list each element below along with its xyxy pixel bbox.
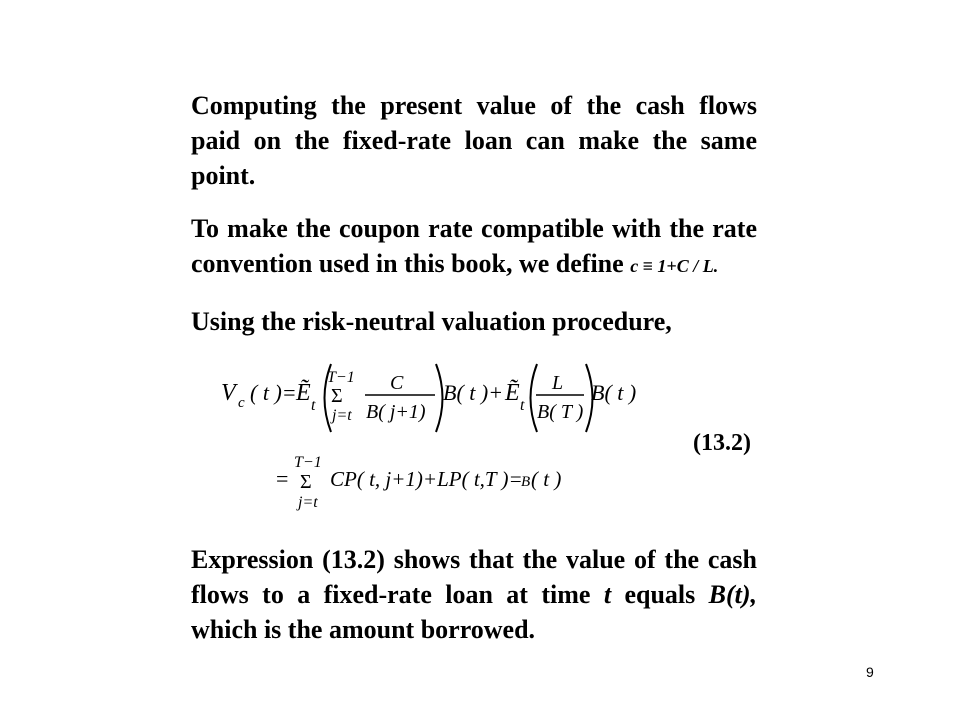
eq-E-sub: t bbox=[311, 397, 316, 414]
eq2-script-B: B bbox=[521, 474, 531, 490]
text-equals: equals bbox=[624, 580, 696, 609]
text-line: Using the risk-neutral valuation procedure, bbox=[191, 307, 672, 336]
text-line-content: flows to a fixed-rate loan at time bbox=[191, 580, 591, 609]
eq2-B-arg: ( t ) bbox=[531, 467, 562, 491]
paragraph-expression bbox=[191, 542, 757, 647]
eq-V-sub: c bbox=[238, 395, 245, 411]
eq-after-paren: B( t )+ bbox=[443, 380, 504, 405]
text-line: point. bbox=[191, 161, 256, 190]
eq2-equals: = bbox=[276, 466, 289, 491]
coupon-definition: c ≡ 1+C / L. bbox=[630, 256, 719, 276]
eq-paren-right bbox=[436, 364, 443, 432]
text-line: Computing the present value of the cash flows bbox=[191, 91, 757, 120]
text-line bbox=[191, 577, 757, 612]
eq-tail: B( t ) bbox=[591, 380, 637, 405]
eq2-sum-upper: T−1 bbox=[294, 454, 322, 471]
eq-frac2-den: B( T ) bbox=[537, 401, 584, 423]
text-line: Expression (13.2) shows that the value of the cash bbox=[191, 545, 757, 574]
eq-sigma: Σ bbox=[331, 385, 343, 407]
eq-lhs-args: ( t )= bbox=[250, 380, 297, 405]
eq-E: Ẽ bbox=[296, 380, 311, 406]
text-line: paid on the fixed-rate loan can make the same bbox=[191, 126, 757, 155]
eq-V: V bbox=[221, 380, 236, 406]
eq2-sum-lower: j=t bbox=[298, 494, 318, 511]
eq2-sigma: Σ bbox=[300, 471, 312, 493]
equation-number: (13.2) bbox=[693, 430, 751, 456]
text-line: To make the coupon rate compatible with the rate bbox=[191, 214, 757, 243]
text-line-content: convention used in this book, we define bbox=[191, 249, 624, 278]
eq-sum-upper: T−1 bbox=[327, 369, 355, 386]
eq-frac-den: B( j+1) bbox=[366, 401, 426, 423]
eq-frac2-num: L bbox=[552, 372, 564, 394]
eq-frac-num: C bbox=[390, 372, 404, 394]
var-t: t bbox=[603, 580, 612, 609]
eq-sum-lower: j=t bbox=[332, 407, 352, 424]
var-B-t: B(t), bbox=[708, 580, 758, 609]
eq2-body: CP( t, j+1)+LP( t,T )= bbox=[330, 467, 523, 491]
eq-E2: Ẽ bbox=[505, 380, 520, 406]
text-line: which is the amount borrowed. bbox=[191, 615, 536, 644]
eq-E2-sub: t bbox=[520, 397, 525, 414]
page-number: 9 bbox=[866, 664, 874, 680]
